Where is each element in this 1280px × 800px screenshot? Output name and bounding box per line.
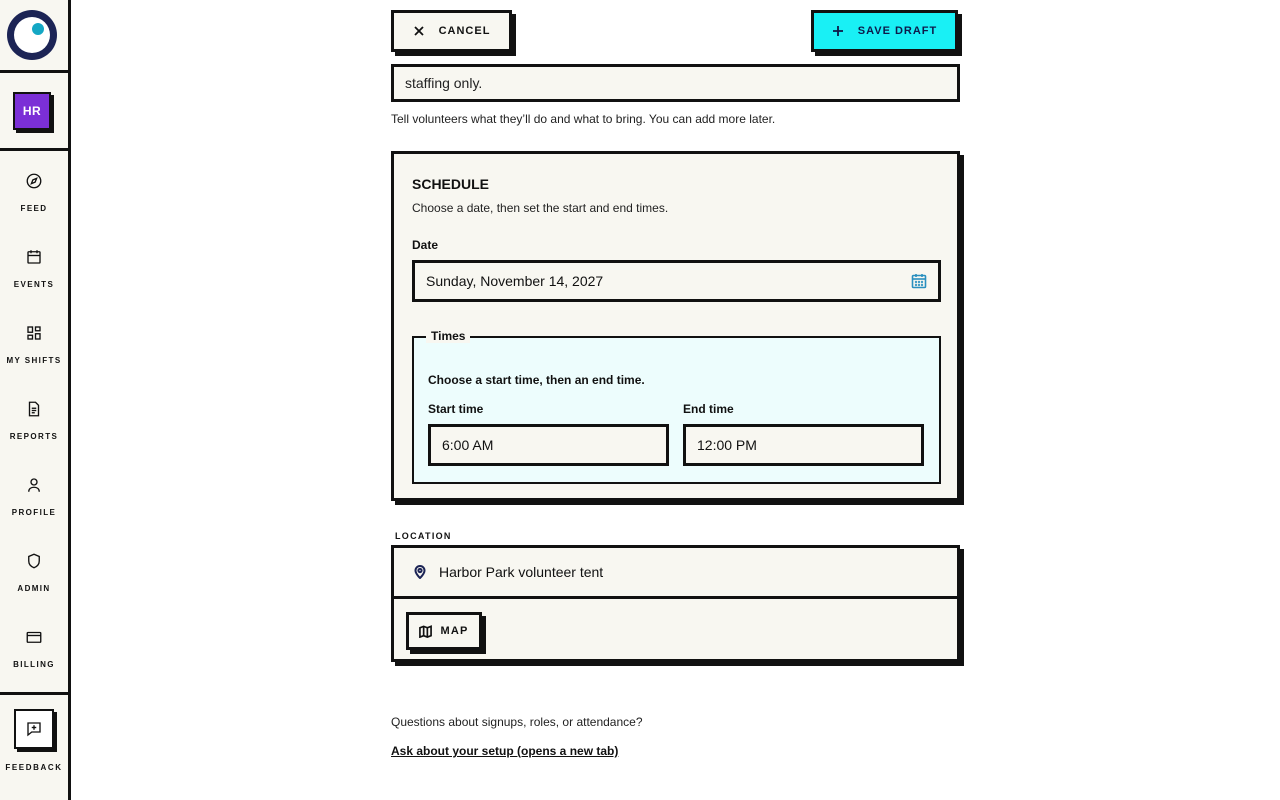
description-value: staffing only. bbox=[405, 75, 483, 91]
description-field[interactable] bbox=[391, 64, 960, 102]
feedback-button[interactable] bbox=[14, 709, 54, 749]
credit-card-icon bbox=[25, 628, 43, 646]
sidebar-item-label: PROFILE bbox=[11, 507, 57, 517]
map-label: MAP bbox=[440, 625, 469, 637]
org-switcher-area bbox=[0, 73, 68, 151]
sidebar-item-my-shifts[interactable] bbox=[0, 306, 68, 382]
grid-icon bbox=[25, 324, 43, 342]
times-fieldset bbox=[412, 329, 941, 484]
help-question: Questions about signups, roles, or attendance? bbox=[391, 715, 643, 729]
sidebar-item-admin[interactable] bbox=[0, 534, 68, 610]
location-label: LOCATION bbox=[395, 531, 452, 541]
start-time-value: 6:00 AM bbox=[442, 437, 494, 453]
calendar-icon[interactable] bbox=[911, 273, 927, 289]
date-label: Date bbox=[412, 238, 439, 252]
sidebar bbox=[0, 0, 71, 800]
sidebar-item-reports[interactable] bbox=[0, 382, 68, 458]
sidebar-item-profile[interactable] bbox=[0, 458, 68, 534]
save-draft-label: SAVE DRAFT bbox=[857, 25, 938, 37]
logo-area bbox=[0, 0, 68, 73]
start-time-label: Start time bbox=[428, 402, 484, 416]
times-help: Choose a start time, then an end time. bbox=[428, 373, 645, 387]
end-time-value: 12:00 PM bbox=[697, 437, 757, 453]
sidebar-item-feed[interactable] bbox=[0, 154, 68, 230]
calendar-icon bbox=[25, 248, 43, 266]
times-legend: Times bbox=[426, 329, 470, 343]
cancel-button[interactable] bbox=[391, 10, 512, 52]
close-icon bbox=[413, 25, 425, 37]
date-value: Sunday, November 14, 2027 bbox=[426, 273, 604, 289]
sidebar-item-label: EVENTS bbox=[13, 279, 55, 289]
plus-icon bbox=[832, 25, 844, 37]
schedule-subtitle: Choose a date, then set the start and end times. bbox=[412, 201, 669, 215]
shield-icon bbox=[25, 552, 43, 570]
document-icon bbox=[25, 400, 43, 418]
map-pin-icon bbox=[413, 565, 427, 579]
schedule-card bbox=[391, 151, 960, 501]
map-button[interactable] bbox=[406, 612, 482, 650]
sidebar-nav bbox=[0, 154, 68, 686]
sidebar-item-label: REPORTS bbox=[9, 431, 59, 441]
schedule-title: SCHEDULE bbox=[412, 176, 490, 192]
map-icon bbox=[419, 625, 432, 638]
end-time-label: End time bbox=[683, 402, 734, 416]
description-helper: Tell volunteers what they’ll do and what to bring. You can add more later. bbox=[391, 112, 776, 126]
feedback-label: FEEDBACK bbox=[5, 763, 63, 772]
start-time-field[interactable] bbox=[428, 424, 669, 466]
sidebar-item-billing[interactable] bbox=[0, 610, 68, 686]
location-value: Harbor Park volunteer tent bbox=[439, 564, 604, 580]
feedback-area bbox=[0, 692, 68, 800]
sidebar-item-label: ADMIN bbox=[17, 583, 51, 593]
sidebar-item-label: FEED bbox=[20, 203, 48, 213]
compass-icon bbox=[25, 172, 43, 190]
sidebar-item-label: BILLING bbox=[13, 659, 55, 669]
location-card bbox=[391, 545, 960, 662]
sidebar-item-events[interactable] bbox=[0, 230, 68, 306]
end-time-field[interactable] bbox=[683, 424, 924, 466]
ask-setup-link[interactable]: Ask about your setup (opens a new tab) bbox=[391, 744, 619, 758]
message-plus-icon bbox=[25, 720, 43, 738]
sidebar-item-label: MY SHIFTS bbox=[6, 355, 62, 365]
cancel-label: CANCEL bbox=[438, 25, 491, 37]
date-field[interactable] bbox=[412, 260, 941, 302]
location-field[interactable] bbox=[394, 548, 957, 599]
app-logo[interactable] bbox=[7, 10, 57, 60]
org-badge[interactable]: HR bbox=[13, 92, 51, 130]
save-draft-button[interactable] bbox=[811, 10, 958, 52]
user-icon bbox=[25, 476, 43, 494]
